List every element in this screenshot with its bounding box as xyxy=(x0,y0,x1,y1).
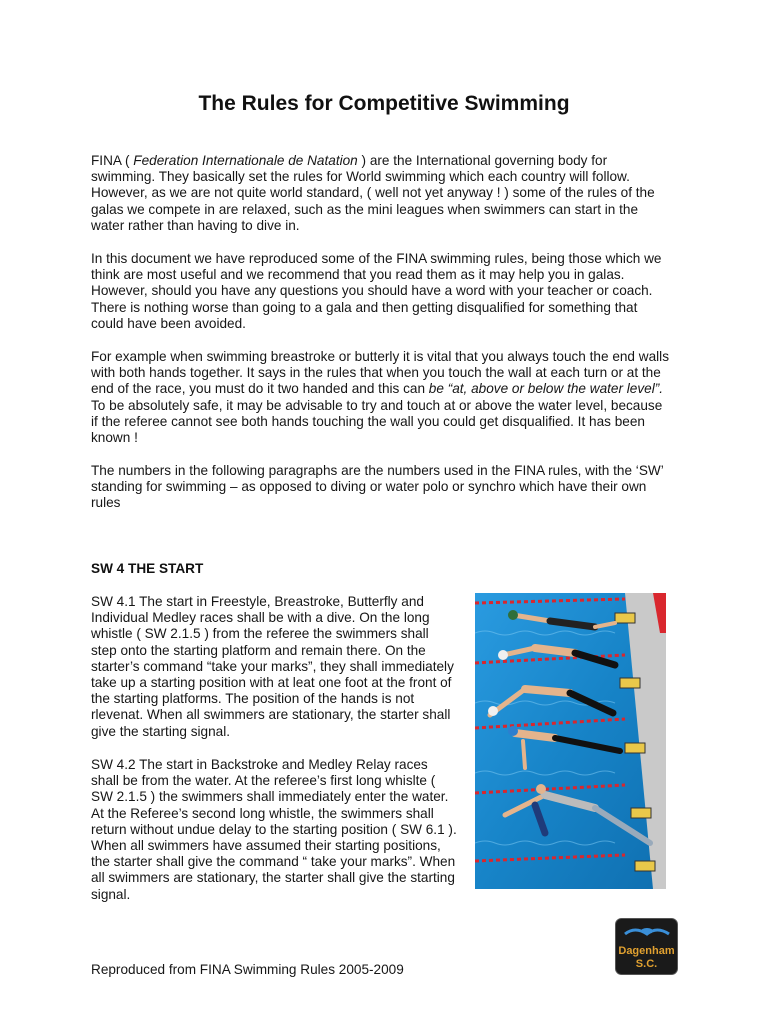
paragraph-line: In this document we have reproduced some of the FINA swimming rules, being those which we xyxy=(91,251,662,266)
touch-rule-paragraph xyxy=(91,349,691,446)
org-name: Federation Internationale de Natation xyxy=(133,153,358,168)
intro-line-1: FINA ( Federation Internationale de Natation ) are the International governing body for xyxy=(91,153,608,168)
section-heading: SW 4 THE START xyxy=(91,561,204,576)
logo-text-line-1: Dagenham xyxy=(618,945,675,957)
club-logo xyxy=(615,918,678,975)
swimmers-illustration xyxy=(475,593,666,889)
paragraph-line: When all swimmers have assumed their starting positions, xyxy=(91,838,441,854)
paragraph-line: return without undue delay to the starting position ( SW 6.1 ). xyxy=(91,821,457,837)
intro-paragraph xyxy=(91,153,691,234)
sw41-paragraph xyxy=(91,594,463,740)
numbering-paragraph xyxy=(91,463,691,512)
paragraph-line: could have been avoided. xyxy=(91,315,246,331)
paragraph-line: known ! xyxy=(91,430,138,446)
paragraph-line: SW 4.1 The start in Freestyle, Breastroke, Butterfly and xyxy=(91,594,424,609)
paragraph-line: SW 4.2 The start in Backstroke and Medley Relay races xyxy=(91,757,428,772)
document-title: The Rules for Competitive Swimming xyxy=(198,92,570,115)
paragraph-line: with both hands together. It says in the rules that when you touch the wall at each turn or at the xyxy=(91,365,661,381)
intro-line-2: swimming. They basically set the rules for World swimming which each country will follow. xyxy=(91,169,630,185)
intro-line-4: galas we compete in are relaxed, such as the mini leagues when swimmers can start in the xyxy=(91,201,639,217)
rules-info-paragraph xyxy=(91,251,691,332)
paragraph-line: all swimmers are stationary, the starter shall give the starting xyxy=(91,870,455,886)
paragraph-line: shall be from the water. At the referee’s first long whislte ( xyxy=(91,773,436,789)
paragraph-line: The numbers in the following paragraphs are the numbers used in the FINA rules, with the ‘SW’ xyxy=(91,463,664,478)
paragraph-line: rlevenat. When all swimmers are stationary, the starter shall xyxy=(91,707,451,723)
paragraph-line: Individual Medley races shall be with a dive. On the long xyxy=(91,610,430,626)
paragraph-line: step onto the starting platform and remain there. On the xyxy=(91,642,426,658)
paragraph-line: starter’s command “take your marks”, they shall immediately xyxy=(91,658,454,674)
intro-line-5: water rather than having to dive in. xyxy=(91,217,300,233)
swimmers-start-photo xyxy=(475,593,666,889)
paragraph-line: standing for swimming – as opposed to diving or water polo or synchro which have their own xyxy=(91,479,647,495)
paragraph-line: There is nothing worse than going to a gala and then getting disqualified for something that xyxy=(91,299,638,315)
footer-source: Reproduced from FINA Swimming Rules 2005-2009 xyxy=(91,962,404,977)
logo-text-line-2: S.C. xyxy=(635,958,658,970)
paragraph-line: take up a starting position with at leat one foot at the front of xyxy=(91,675,452,691)
paragraph-line: SW 2.1.5 ) the swimmers shall immediately enter the water. xyxy=(91,789,449,805)
paragraph-line: signal. xyxy=(91,886,131,902)
paragraph-line: end of the race, you must do it two handed and this can be “at, above or below the water level”. xyxy=(91,381,664,397)
paragraph-line: whistle ( SW 2.1.5 ) from the referee the swimmers shall xyxy=(91,626,429,642)
paragraph-line: At the Referee’s second long whistle, the swimmers shall xyxy=(91,805,434,821)
intro-line-3: However, as we are not quite world standard, ( well not yet anyway ! ) some of the rules of the xyxy=(91,185,655,201)
dagenham-sc-logo-icon xyxy=(615,918,678,975)
paragraph-line: To be absolutely safe, it may be advisable to try and touch at or above the water level, because xyxy=(91,397,663,413)
paragraph-line: rules xyxy=(91,495,121,511)
water-level-quote: be “at, above or below the water level”. xyxy=(428,381,664,397)
paragraph-line: if the referee cannot see both hands touching the wall you could get disqualified. It has been xyxy=(91,413,645,429)
paragraph-line: the starter shall give the command “ take your marks”. When xyxy=(91,854,456,870)
paragraph-line: the starting platforms. The position of the hands is not xyxy=(91,691,415,707)
paragraph-line: give the starting signal. xyxy=(91,723,231,739)
paragraph-line: However, should you have any questions you should have a word with your teacher or coach. xyxy=(91,283,653,299)
paragraph-line: think are most useful and we recommend that you read them as it may help you in galas. xyxy=(91,267,625,283)
paragraph-line: For example when swimming breastroke or butterly it is vital that you always touch the end walls xyxy=(91,349,669,364)
sw42-paragraph xyxy=(91,757,463,903)
